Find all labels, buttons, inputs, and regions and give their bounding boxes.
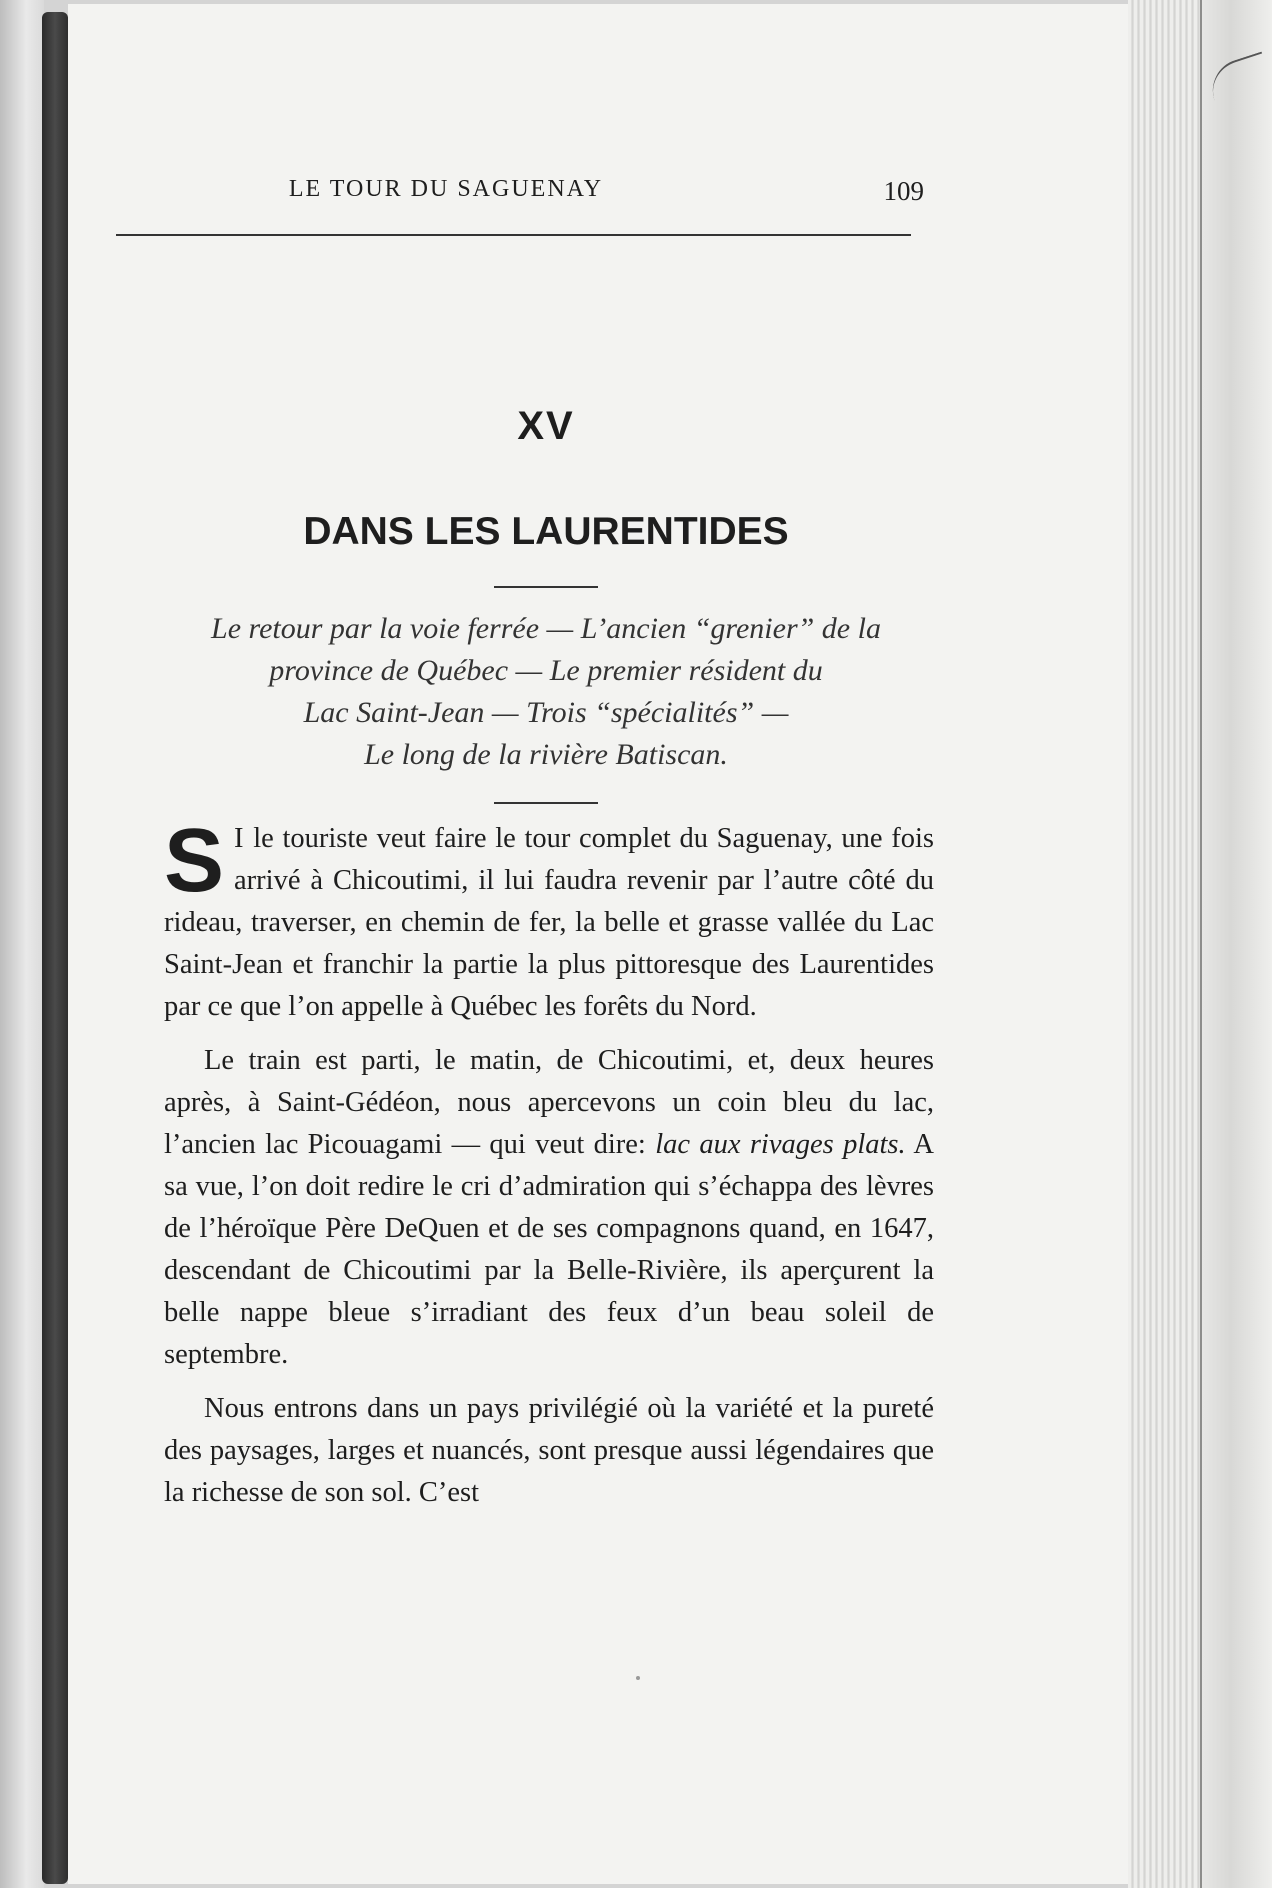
summary-line: province de Québec — Le premier résident du [269, 654, 823, 687]
header-rule [116, 234, 911, 236]
italic-phrase: lac aux rivages plats. [655, 1129, 906, 1160]
paragraph-2 [164, 1040, 934, 1376]
facing-page-edge [0, 0, 44, 1888]
chapter-title: DANS LES LAURENTIDES [303, 510, 789, 553]
chapter-summary [116, 608, 976, 776]
summary-line: Le long de la rivière Batiscan. [364, 738, 728, 771]
paragraph-text: Le train est parti, le matin, de Chicoutimi, et, deux heures après, à Saint-Gédéon, nous apercevons un coin bleu du lac, l’ancien lac Picouagami — qui veut dire: [164, 1045, 934, 1160]
chapter-number: XV [517, 404, 575, 448]
drop-cap: S [164, 811, 225, 911]
paper-speck [636, 1676, 640, 1680]
paragraph-text: A sa vue, l’on doit redire le cri d’admiration qui s’échappa des lèvres de l’héroïque Père DeQuen et de ses compagnons quand, en 1647, descendant de Chicoutimi par la Belle-Rivière, ils aperçurent la belle nappe bleue s’irradiant des feux d’un beau soleil de septembre. [164, 1129, 935, 1370]
title-rule [494, 586, 598, 588]
paragraph-lead: I [234, 823, 245, 854]
paragraph-3 [164, 1388, 934, 1514]
page-number: 109 [883, 176, 924, 206]
book-gutter [42, 12, 68, 1884]
running-title: LE TOUR DU SAGUENAY [288, 176, 604, 202]
summary-rule [494, 802, 598, 804]
book-page [68, 4, 1128, 1884]
running-head [116, 176, 976, 216]
body-text [164, 811, 935, 1526]
paragraph-1 [164, 811, 934, 1028]
page-stack-edge [1200, 0, 1272, 1888]
paragraph-text: Nous entrons dans un pays privilégié où la variété et la pureté des paysages, larges et nuancés, sont presque aussi légendaires que la richesse de son sol. C’est [164, 1393, 934, 1508]
summary-line: Le retour par la voie ferrée — L’ancien “grenier” de la [211, 612, 881, 645]
summary-line: Lac Saint-Jean — Trois “spécialités” — [303, 696, 789, 729]
paragraph-text: le touriste veut faire le tour complet du Saguenay, une fois arrivé à Chicoutimi, il lui faudra revenir par l’autre côté du rideau, traverser, en chemin de fer, la belle et grasse vallée du Lac Saint-Jean et franchir la partie la plus pittoresque des Laurentides par ce que l’on appelle à Québec les forêts du Nord. [164, 823, 934, 1022]
